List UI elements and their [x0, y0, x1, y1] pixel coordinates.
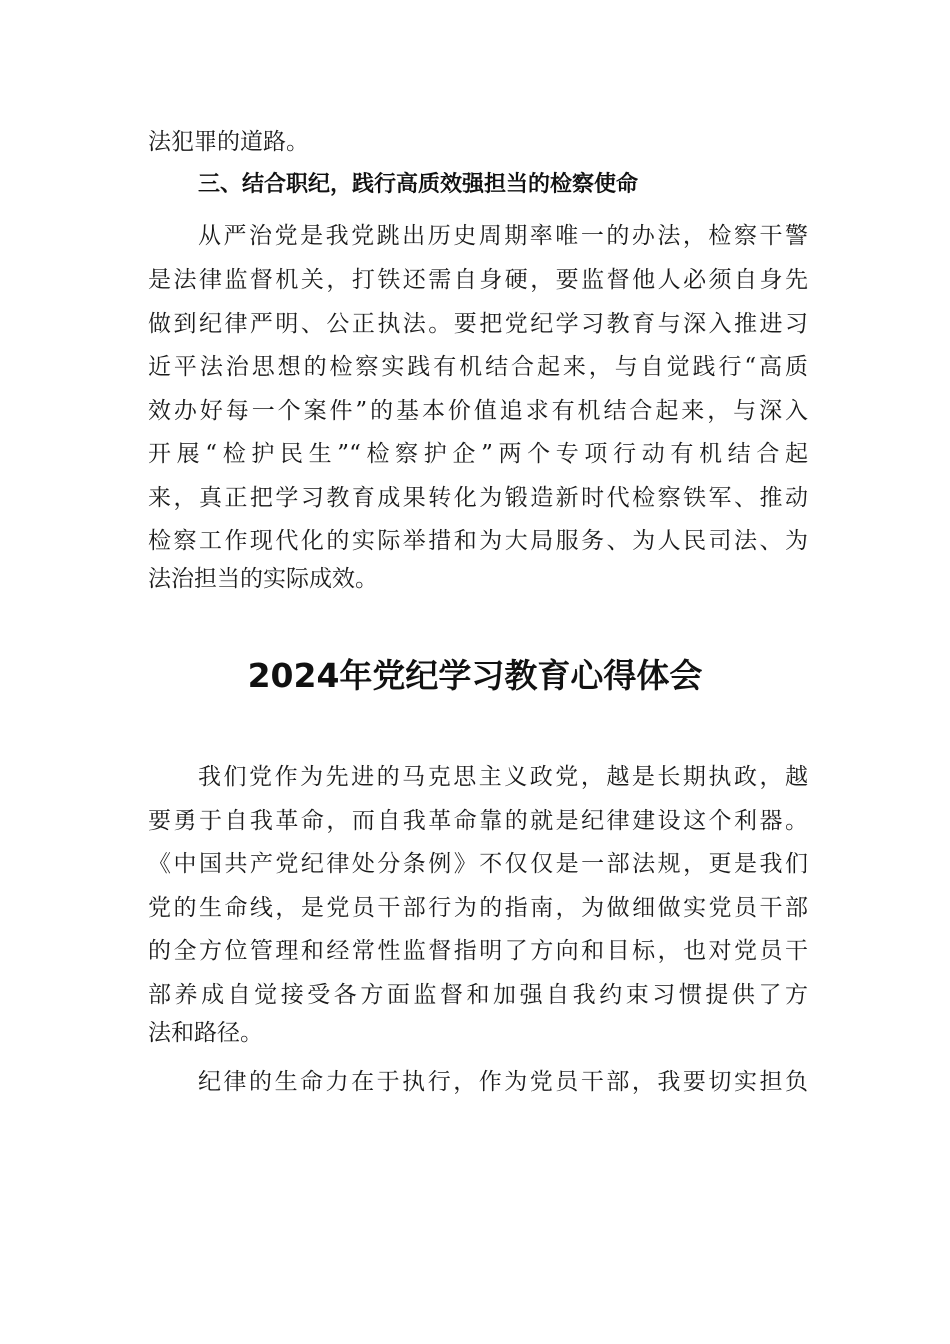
text-line: 党的生命线，是党员干部行为的指南，为做细做实党员干部: [148, 895, 808, 921]
text-line: 《中国共产党纪律处分条例》不仅仅是一部法规，更是我们: [148, 851, 808, 877]
text-line: 法治担当的实际成效。: [148, 566, 378, 592]
text-line: 法犯罪的道路。: [148, 129, 309, 155]
text-line: 是法律监督机关，打铁还需自身硬，要监督他人必须自身先: [148, 267, 808, 293]
section-heading: 三、结合职纪，践行高质效强担当的检察使命: [198, 172, 639, 197]
article-title: 2024年党纪学习教育心得体会: [247, 656, 703, 695]
text-line: 的全方位管理和经常性监督指明了方向和目标，也对党员干: [148, 938, 808, 964]
text-line: 效办好每一个案件”的基本价值追求有机结合起来，与深入: [148, 398, 808, 424]
text-line: 近平法治思想的检察实践有机结合起来，与自觉践行“高质: [148, 354, 808, 380]
text-line: 要勇于自我革命，而自我革命靠的就是纪律建设这个利器。: [148, 808, 808, 834]
text-line: 法和路径。: [148, 1020, 263, 1046]
text-line: 纪律的生命力在于执行，作为党员干部，我要切实担负: [198, 1069, 808, 1095]
text-line: 部养成自觉接受各方面监督和加强自我约束习惯提供了方: [148, 982, 808, 1008]
text-line: 从严治党是我党跳出历史周期率唯一的办法，检察干警: [198, 223, 808, 249]
text-line: 我们党作为先进的马克思主义政党，越是长期执政，越: [198, 764, 808, 790]
text-line: 开展“检护民生”“检察护企”两个专项行动有机结合起: [148, 441, 808, 467]
text-line: 检察工作现代化的实际举措和为大局服务、为人民司法、为: [148, 528, 808, 554]
text-line: 做到纪律严明、公正执法。要把党纪学习教育与深入推进习: [148, 311, 808, 337]
text-line: 来，真正把学习教育成果转化为锻造新时代检察铁军、推动: [148, 485, 808, 511]
